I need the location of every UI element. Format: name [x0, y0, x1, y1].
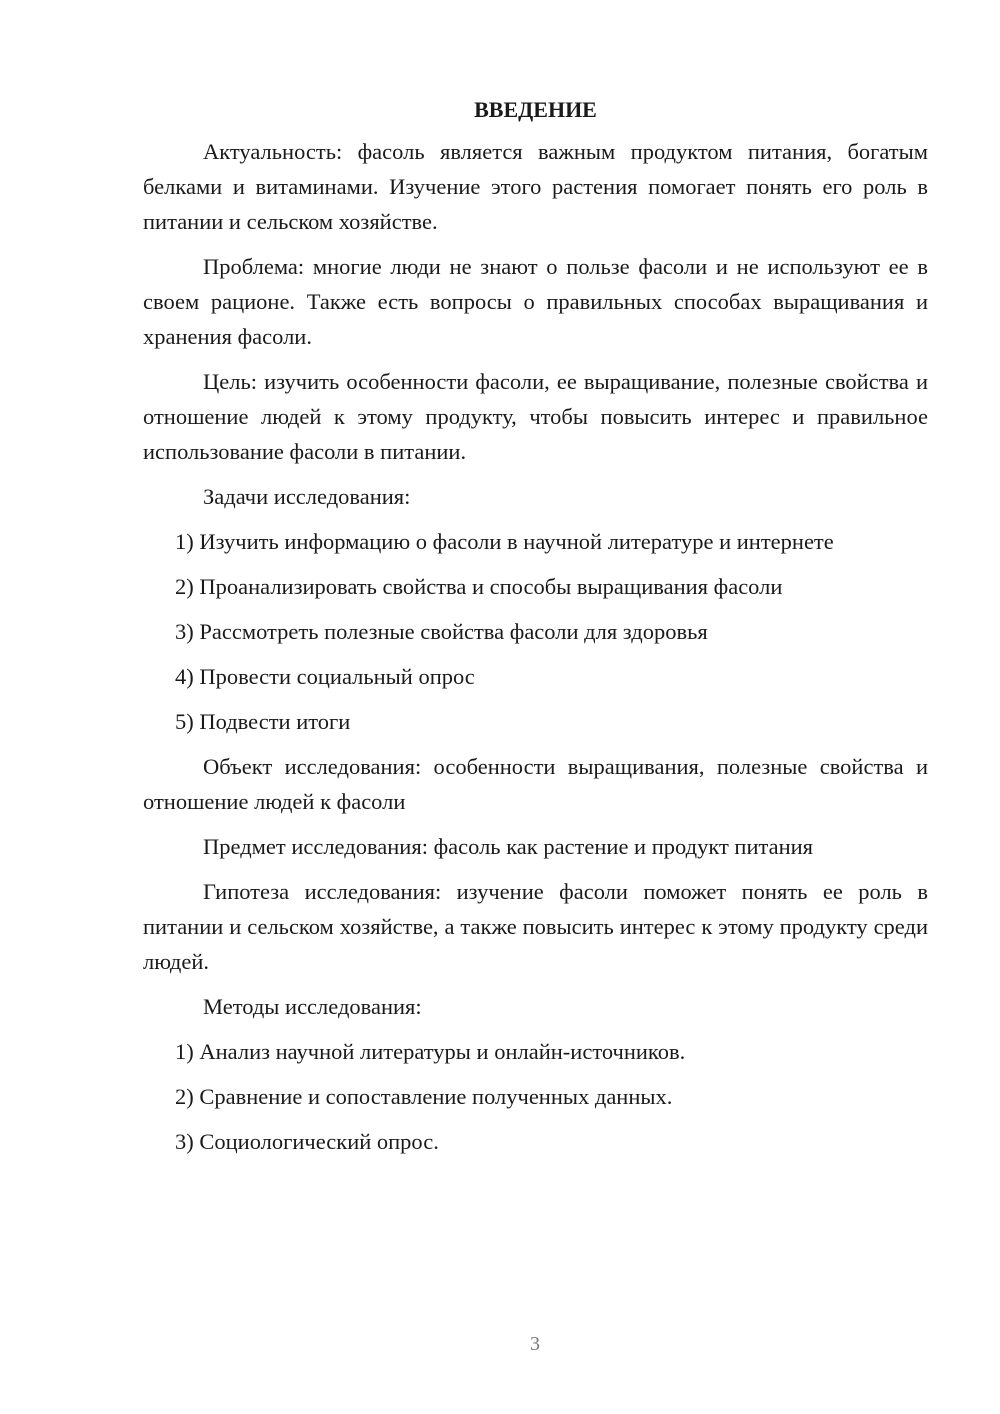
- document-page: [143, 92, 928, 1169]
- methods-heading: Методы исследования:: [203, 994, 422, 1019]
- task-item: 1) Изучить информацию о фасоли в научной литературе и интернете: [175, 529, 834, 554]
- task-item: 3) Рассмотреть полезные свойства фасоли для здоровья: [175, 619, 708, 644]
- hypothesis-paragraph: Гипотеза исследования: изучение фасоли поможет понять ее роль в питании и сельском хозяйстве, а также повысить интерес к этому продукту среди людей.: [143, 879, 928, 974]
- problem-paragraph: Проблема: многие люди не знают о пользе фасоли и не используют ее в своем рационе. Также есть вопросы о правильных способах выращивания и хранения фасоли.: [143, 254, 928, 349]
- task-item: 5) Подвести итоги: [175, 709, 351, 734]
- object-paragraph: Объект исследования: особенности выращивания, полезные свойства и отношение людей к фасоли: [143, 754, 928, 814]
- page-number: 3: [530, 1333, 540, 1355]
- tasks-heading: Задачи исследования:: [203, 484, 411, 509]
- subject-paragraph: Предмет исследования: фасоль как растение и продукт питания: [203, 834, 814, 859]
- task-item: 4) Провести социальный опрос: [175, 664, 475, 689]
- page-title: ВВЕДЕНИЕ: [474, 97, 597, 122]
- method-item: 2) Сравнение и сопоставление полученных данных.: [175, 1084, 673, 1109]
- relevance-paragraph: Актуальность: фасоль является важным продуктом питания, богатым белками и витаминами. Изучение этого растения помогает понять его роль в питании и сельском хозяйстве.: [143, 139, 928, 234]
- method-item: 1) Анализ научной литературы и онлайн-источников.: [175, 1039, 686, 1064]
- task-item: 2) Проанализировать свойства и способы выращивания фасоли: [175, 574, 783, 599]
- method-item: 3) Социологический опрос.: [175, 1129, 439, 1154]
- goal-paragraph: Цель: изучить особенности фасоли, ее выращивание, полезные свойства и отношение людей к этому продукту, чтобы повысить интерес и правильное использование фасоли в питании.: [143, 369, 928, 464]
